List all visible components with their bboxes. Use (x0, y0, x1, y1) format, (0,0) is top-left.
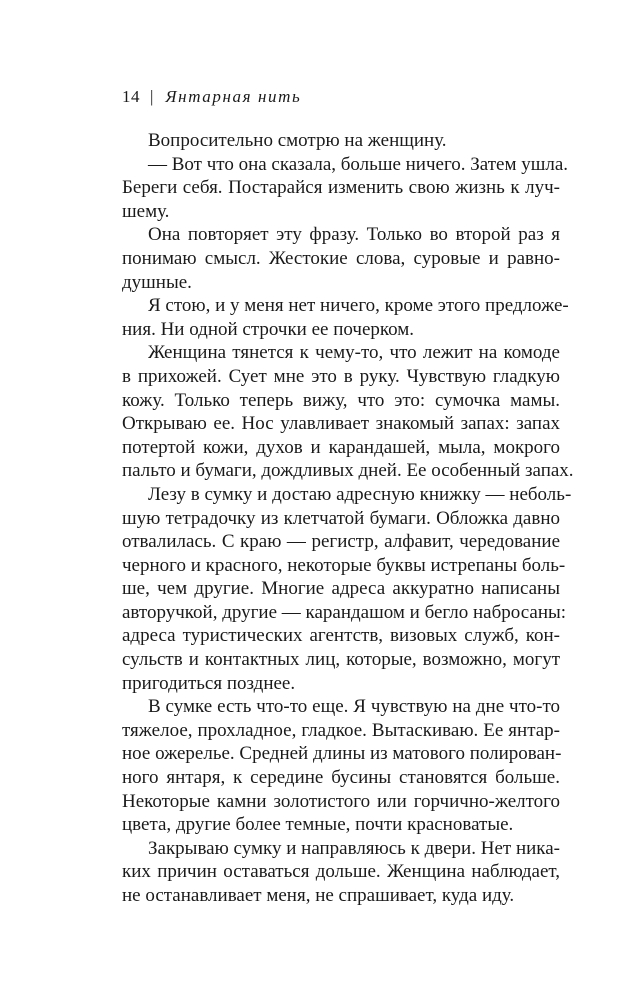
paragraph (122, 153, 569, 224)
text-line: Закрываю сумку и направляюсь к двери. Нет ника- (148, 837, 560, 859)
text-line: Вопросительно смотрю на женщину. (148, 130, 447, 151)
text-line: шему. (122, 200, 170, 222)
text-line: авторучкой, другие — карандашом и бегло набросаны: (122, 601, 567, 623)
text-line: кожу. Только теперь вижу, что это: сумочка мамы. (122, 389, 560, 411)
text-line: ное ожерелье. Средней длины из матового полирован- (122, 743, 562, 765)
body-text (122, 129, 574, 908)
text-line: В сумке есть что-то еще. Я чувствую на дне что-то (148, 696, 560, 718)
text-line: ного янтаря, к середине бусины становятся больше. (122, 767, 560, 789)
text-line: Она повторяет эту фразу. Только во второй раз я (148, 224, 560, 246)
text-line: адреса туристических агентств, визовых служб, кон- (122, 625, 560, 647)
text-line: пригодиться позднее. (122, 672, 296, 694)
page-number: 14 (122, 87, 140, 106)
paragraph (122, 341, 574, 483)
text-line: Открываю ее. Нос улавливает знакомый запах: запах (122, 413, 560, 435)
text-line: понимаю смысл. Жестокие слова, суровые и равно- (122, 247, 560, 269)
text-line: пальто и бумаги, дождливых дней. Ее особенный запах. (122, 460, 574, 482)
text-line: ких причин оставаться дольше. Женщина наблюдает, (122, 861, 560, 883)
text-line: в прихожей. Сует мне это в руку. Чувствую гладкую (122, 365, 560, 387)
paragraph (122, 294, 569, 341)
text-line: тяжелое, прохладное, гладкое. Вытаскиваю. Ее янтар- (122, 719, 560, 741)
paragraph (122, 129, 560, 153)
text-line: Береги себя. Постарайся изменить свою жизнь к луч- (122, 177, 560, 199)
text-line: Я стою, и у меня нет ничего, кроме этого предложе- (148, 295, 569, 317)
paragraph (122, 223, 560, 294)
running-head (122, 86, 301, 108)
paragraph (122, 695, 560, 837)
text-line: шую тетрадочку из клетчатой бумаги. Обложка давно (122, 507, 560, 529)
text-line: цвета, другие более темные, почти красноватые. (122, 814, 514, 836)
paragraph (122, 483, 572, 695)
text-line: ния. Ни одной строчки ее почерком. (122, 318, 415, 340)
text-line: ше, чем другие. Многие адреса аккуратно написаны (122, 578, 560, 600)
text-line: Женщина тянется к чему-то, что лежит на комоде (148, 342, 560, 364)
text-line: Некоторые камни золотистого или горчично-желтого (122, 790, 560, 812)
text-line: душные. (122, 271, 192, 293)
text-line: не останавливает меня, не спрашивает, куда иду. (122, 885, 515, 906)
text-line: сульств и контактных лиц, которые, возможно, могут (122, 649, 560, 671)
text-line: — Вот что она сказала, больше ничего. Затем ушла. (148, 153, 569, 175)
book-title: Янтарная нить (165, 87, 302, 106)
header-separator: | (150, 87, 154, 106)
text-line: отвалилась. С краю — регистр, алфавит, чередование (122, 531, 560, 553)
text-line: потертой кожи, духов и карандашей, мыла, мокрого (122, 436, 560, 458)
paragraph (122, 837, 560, 908)
text-line: Лезу в сумку и достаю адресную книжку — неболь- (148, 483, 572, 505)
text-line: черного и красного, некоторые буквы истрепаны боль- (122, 554, 566, 576)
